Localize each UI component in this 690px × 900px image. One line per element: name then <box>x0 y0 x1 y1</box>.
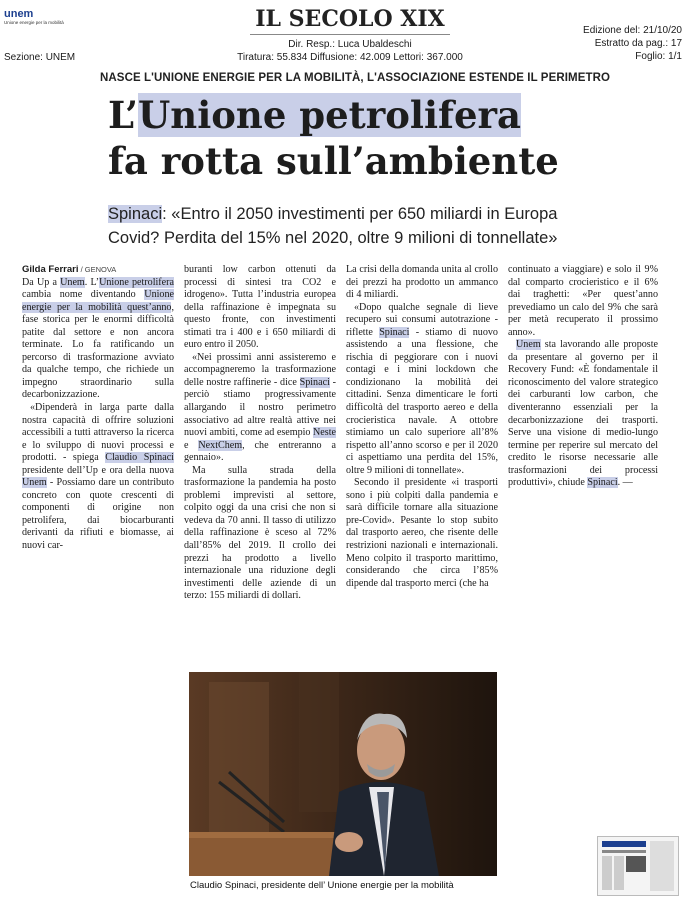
paragraph <box>22 402 174 553</box>
paragraph <box>22 277 174 402</box>
paragraph: buranti low carbon ottenuti da processi di sintesi tra CO2 e idrogeno». Tutta l’industria europea della raffinazione è impegnata su questo fronte, con investimenti stimati tra i 400 e i 650 miliardi di euro entro il 2050. <box>184 264 336 351</box>
text-run: «Nei prossimi anni assisteremo e accompagneremo la trasformazione delle nostre raffinerie - dice <box>184 351 336 388</box>
subtitle-line-2: Covid? Perdita del 15% nel 2020, oltre 9 milioni di tonnellate» <box>108 229 558 247</box>
text-run: «Dipenderà in larga parte dalla nostra capacità di offrire soluzioni accessibili a tutti attraverso la ricerca e lo sviluppo di nuovi processi e prodotti. - spiega <box>22 402 174 464</box>
highlight-nextchem: NextChem <box>198 439 243 451</box>
highlight-unem: Unem <box>516 339 541 351</box>
thumbnail-preview <box>598 837 678 895</box>
unem-logo: unem <box>4 8 34 20</box>
paragraph <box>508 339 658 490</box>
text-run: presidente dell’Up e ora della nuova <box>22 464 174 476</box>
text-run: cambia nome diventando <box>22 289 145 301</box>
newspaper-masthead: IL SECOLO XIX <box>255 6 445 32</box>
text-run: - stiamo di nuovo assistendo a una flessione, che rischia di peggiorare con i nuovi contagi e i mini lockdown che condizionano la mobilità dei cittadini. Senza dimenticare le forti difficoltà del trasporto aereo e della crocieristica navale. A ottobre stimiamo un calo superiore all’8% rispetto all’anno scorso e per il 2020 ci aspettiamo una perdita del 15%, oltre 9 milioni di tonnellate». <box>346 326 498 476</box>
unem-header-logo <box>4 8 154 25</box>
article-title <box>108 92 668 184</box>
sheet-count: Foglio: 1/1 <box>635 51 682 62</box>
text-run: . — <box>617 477 633 489</box>
byline-author: Gilda Ferrari <box>22 264 79 275</box>
title-highlight: Unione petrolifera <box>138 93 521 137</box>
masthead-divider <box>250 34 450 35</box>
text-run: «Dopo qualche segnale di lieve recupero sui consumi autotrazione - riflette <box>346 301 498 338</box>
editor-in-chief: Dir. Resp.: Luca Ubaldeschi <box>288 39 412 50</box>
highlight-unem: Unem <box>60 276 85 288</box>
article-subtitle <box>108 202 608 250</box>
paragraph <box>184 352 336 465</box>
edition-date: Edizione del: 21/10/20 <box>583 25 682 36</box>
page-thumbnail <box>597 836 679 896</box>
photo-caption: Claudio Spinaci, presidente dell’ Unione energie per la mobilità <box>190 880 454 891</box>
highlight-claudio-spinaci: Claudio Spinaci <box>105 452 174 464</box>
paragraph: continuato a viaggiare) e solo il 9% dal comparto crocieristico e il 6% dai traghetti: «Per quest’anno prevediamo un calo del 9% che sarà per metà recuperato il prossimo anno». <box>508 264 658 338</box>
circulation-stats: Tiratura: 55.834 Diffusione: 42.009 Lettori: 367.000 <box>237 52 463 63</box>
edition-info <box>540 24 682 63</box>
text-run: . L’ <box>84 276 100 288</box>
paragraph: La crisi della domanda unita al crollo dei prezzi ha prodotto un ammanco di 4 miliardi. <box>346 264 498 301</box>
title-line-2: fa rotta sull’ambiente <box>108 139 559 183</box>
byline <box>22 264 174 277</box>
text-run: sta lavorando alle proposte da presentare al governo per il Recovery Fund: «È fondamentale il riconoscimento del valore strategico dei carburanti low carbon, che diventeranno essenziali per la decarbonizzazione dei trasporti. Serve una visione di medio-lungo termine per reperire sul mercato del credito le risorse necessarie alle trasformazioni dei processi produttivi», chiude <box>508 339 658 489</box>
photo-illustration <box>189 672 497 876</box>
subtitle-name: Spinaci <box>108 205 163 223</box>
highlight-unione-petrolifera: Unione petrolifera <box>99 276 174 288</box>
extract-page: Estratto da pag.: 17 <box>594 38 682 49</box>
unem-logo-subtitle: Unione energie per la mobilità <box>4 20 64 25</box>
text-run: , fase storica per le enormi difficoltà patite dal settore e non ancora terminate. Lo fa ratificando un percorso di trasformazione avviato da qualche tempo, che richiede un impegno straordinario sulla decarbonizzazione. <box>22 301 174 401</box>
paragraph <box>346 302 498 478</box>
article-column-2 <box>184 264 336 603</box>
article-kicker: NASCE L'UNIONE ENERGIE PER LA MOBILITÀ, L'ASSOCIAZIONE ESTENDE IL PERIMETRO <box>100 72 611 84</box>
section-label: Sezione: UNEM <box>4 52 76 63</box>
subtitle-line-1: : «Entro il 2050 investimenti per 650 miliardi in Europa <box>162 205 558 223</box>
text-run: , che entreranno a gennaio». <box>184 439 336 464</box>
article-column-1 <box>22 264 174 553</box>
highlight-unem: Unem <box>22 477 47 489</box>
publication-info <box>205 38 495 64</box>
text-run: e <box>184 439 199 451</box>
text-run: - Possiamo dare un contributo concreto con quote crescenti di componenti di origine non petrolifera, dai biocarburanti derivanti da rifiuti e biomasse, ai nuovi car- <box>22 477 174 552</box>
paragraph: Ma sulla strada della trasformazione la pandemia ha posto problemi imprevisti al settore, colpito oggi da una crisi che non si vedeva da 70 anni. Il tasso di utilizzo della raffinazione è sceso al 72% dall’85% del 2019. Il crollo dei prezzi ha prodotto a livello internazionale una riduzione degli investimenti delle aziende di un terzo: 155 miliardi di dollari. <box>184 464 336 602</box>
title-apostrophe: L’ <box>108 93 139 137</box>
text-run: Da Up a <box>22 276 61 288</box>
highlight-spinaci: Spinaci <box>379 326 410 338</box>
highlight-spinaci: Spinaci <box>299 376 330 388</box>
article-column-3 <box>346 264 498 590</box>
paragraph: Secondo il presidente «i trasporti sono i più colpiti dalla pandemia e sarà difficile tornare alla situazione pre-Covid». Pesante lo stop subito dal trasporto aereo, che risente delle restrizioni nazionali e internazionali. Meno colpito il trasporto marittimo, considerando che circa l’85% dipende dal trasporto merci (che ha <box>346 477 498 589</box>
text-run: - perciò stiamo progressivamente allargando il nostro perimetro associativo ad altre realtà attive nei nuovi ambiti, come ad esempio <box>184 376 336 439</box>
byline-city: / GENOVA <box>78 265 117 274</box>
highlight-spinaci: Spinaci <box>587 477 618 489</box>
article-column-4 <box>508 264 658 490</box>
highlight-unione-energie: Unione energie per la mobilità quest’anno <box>22 289 174 313</box>
highlight-neste: Neste <box>313 427 336 439</box>
article-photo <box>189 672 497 876</box>
